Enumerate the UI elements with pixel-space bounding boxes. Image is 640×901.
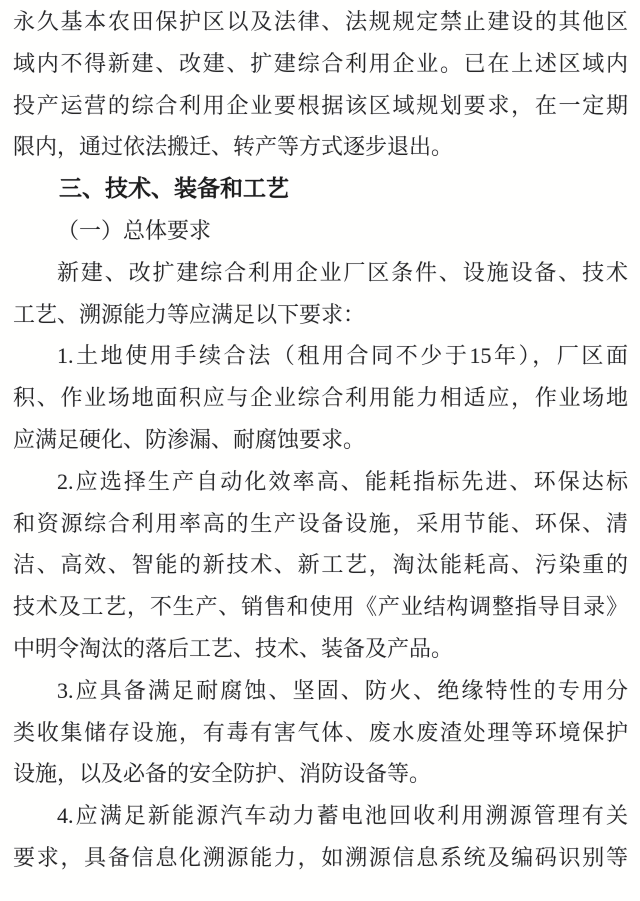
text-line: 限内，通过依法搬迁、转产等方式逐步退出。 — [13, 134, 454, 160]
text-line: 积、作业场地面积应与企业综合利用能力相适应，作业场地 — [13, 385, 628, 411]
text-line: 新建、改扩建综合利用企业厂区条件、设施设备、技术 — [57, 259, 628, 285]
text-line: 投产运营的综合利用企业要根据该区域规划要求，在一定期 — [13, 92, 628, 118]
text-line: 工艺、溯源能力等应满足以下要求： — [13, 301, 366, 327]
text-line: 中明令淘汰的落后工艺、技术、装备及产品。 — [13, 635, 454, 661]
text-line: 应满足硬化、防渗漏、耐腐蚀要求。 — [13, 426, 366, 452]
text-line: 4.应满足新能源汽车动力蓄电池回收利用溯源管理有关 — [57, 803, 628, 829]
text-line: 要求，具备信息化溯源能力，如溯源信息系统及编码识别等 — [13, 844, 628, 870]
text-line: 和资源综合利用率高的生产设备设施，采用节能、环保、清 — [13, 510, 628, 536]
text-line: 域内不得新建、改建、扩建综合利用企业。已在上述区域内 — [13, 50, 628, 76]
section-heading: 三、技术、装备和工艺 — [59, 176, 289, 202]
text-line: 设施，以及必备的安全防护、消防设备等。 — [13, 761, 432, 787]
text-line: 2.应选择生产自动化效率高、能耗指标先进、环保达标 — [57, 468, 628, 494]
text-line: 3.应具备满足耐腐蚀、坚固、防火、绝缘特性的专用分 — [57, 677, 628, 703]
text-line: 洁、高效、智能的新技术、新工艺，淘汰能耗高、污染重的 — [13, 552, 628, 578]
text-line: 永久基本农田保护区以及法律、法规规定禁止建设的其他区 — [13, 9, 628, 34]
text-line: 1.土地使用手续合法（租用合同不少于15年），厂区面 — [57, 343, 628, 369]
text-line: 类收集储存设施，有毒有害气体、废水废渣处理等环境保护 — [13, 719, 628, 745]
text-line: 技术及工艺，不生产、销售和使用《产业结构调整指导目录》 — [13, 594, 628, 620]
subsection-heading: （一）总体要求 — [57, 217, 212, 243]
